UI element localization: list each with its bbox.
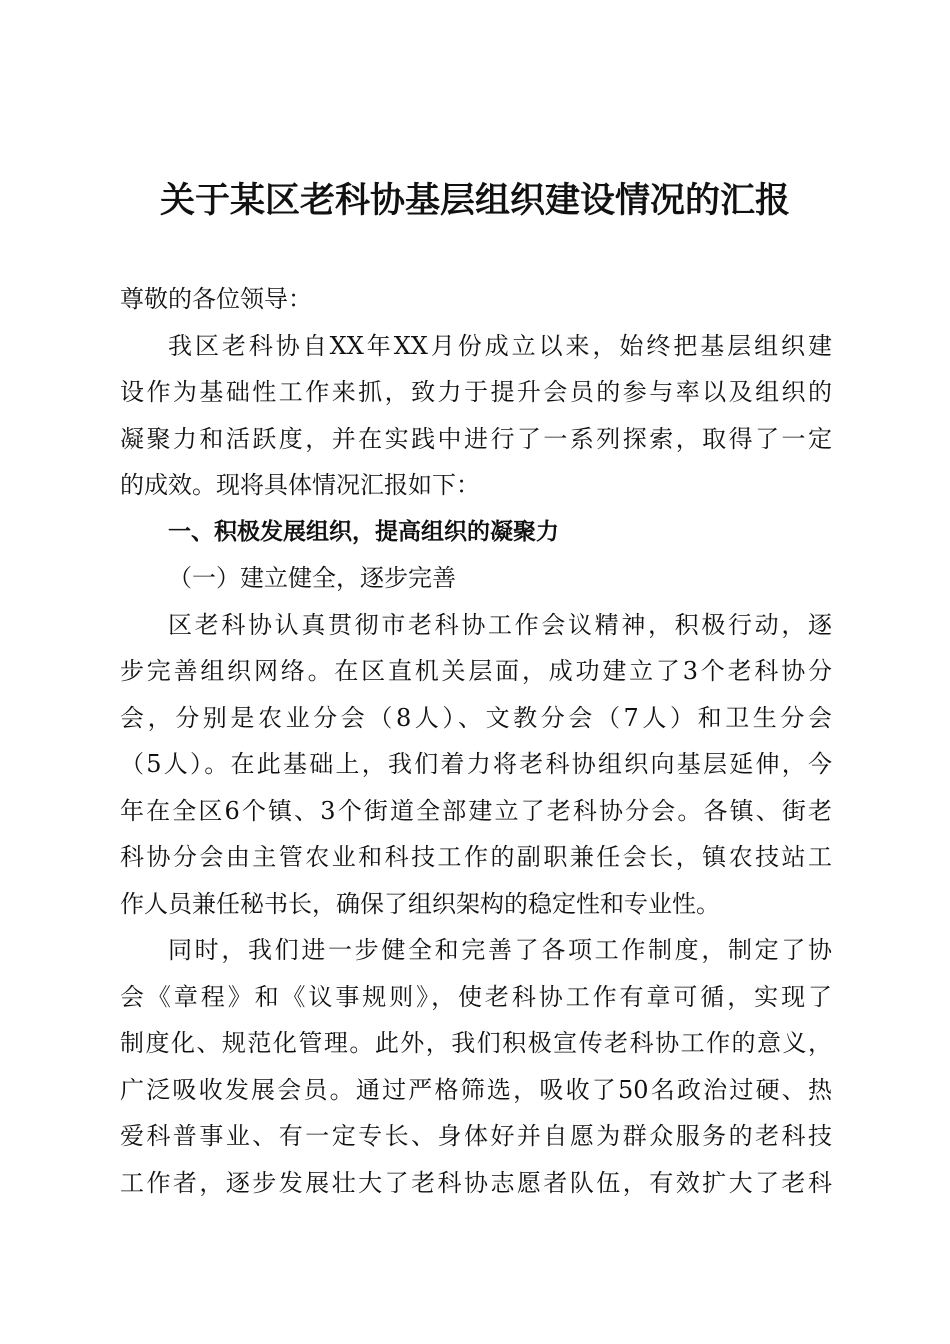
paragraph-2-line: 科协分会由主管农业和科技工作的副职兼任会长，镇农技站工 (120, 843, 832, 871)
paragraph-3-line: 会《章程》和《议事规则》，使老科协工作有章可循，实现了 (120, 982, 832, 1011)
document-body (120, 276, 832, 1206)
paragraph-2-line: 作人员兼任秘书长，确保了组织架构的稳定性和专业性。 (120, 889, 720, 918)
paragraph-3-line: 同时，我们进一步健全和完善了各项工作制度，制定了协 (168, 936, 832, 964)
paragraph-3-line: 广泛吸收发展会员。通过严格筛选，吸收了50名政治过硬、热 (120, 1075, 832, 1104)
paragraph-1-line: 凝聚力和活跃度，并在实践中进行了一系列探索，取得了一定 (120, 424, 832, 453)
paragraph-2-line: 年在全区6个镇、3个街道全部建立了老科协分会。各镇、街老 (120, 796, 832, 825)
paragraph-2-line: 会，分别是农业分会（8人）、文教分会（7人）和卫生分会 (120, 703, 832, 732)
subsection-heading-1: （一）建立健全，逐步完善 (168, 564, 456, 592)
paragraph-1-line: 的成效。现将具体情况汇报如下： (120, 471, 480, 499)
paragraph-3-line: 工作者，逐步发展壮大了老科协志愿者队伍，有效扩大了老科 (120, 1168, 832, 1197)
document-title: 关于某区老科协基层组织建设情况的汇报 (159, 181, 790, 221)
salutation: 尊敬的各位领导： (120, 285, 312, 313)
paragraph-3-line: 爱科普事业、有一定专长、身体好并自愿为群众服务的老科技 (120, 1122, 832, 1150)
paragraph-2-line: （5人）。在此基础上，我们着力将老科协组织向基层延伸，今 (120, 750, 832, 778)
paragraph-3-line: 制度化、规范化管理。此外，我们积极宣传老科协工作的意义， (120, 1029, 832, 1057)
paragraph-1-line: 我区老科协自XX年XX月份成立以来，始终把基层组织建 (168, 331, 832, 360)
section-heading-1: 一、积极发展组织，提高组织的凝聚力 (168, 518, 559, 545)
paragraph-2-line: 步完善组织网络。在区直机关层面，成功建立了3个老科协分 (120, 657, 832, 685)
paragraph-2-line: 区老科协认真贯彻市老科协工作会议精神，积极行动，逐 (168, 610, 832, 639)
paragraph-1-line: 设作为基础性工作来抓，致力于提升会员的参与率以及组织的 (120, 378, 832, 406)
